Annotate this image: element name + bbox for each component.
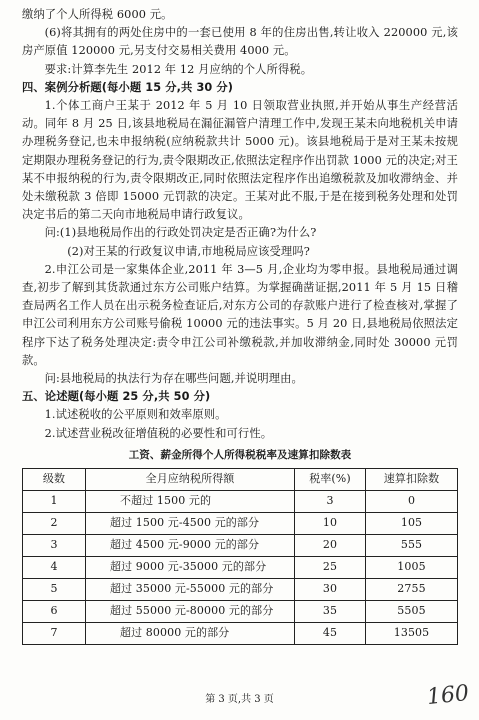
cell-deduction: 2755 (366, 579, 458, 601)
case-1-question-2: (2)对王某的行政复议申请,市地税局应该受理吗? (67, 244, 310, 258)
cell-level: 1 (23, 491, 86, 513)
cell-deduction: 1005 (366, 557, 458, 579)
case-2-text: 2.申江公司是一家集体企业,2011 年 3—5 月,企业均为零申报。县地税局通过调查,初步了解到其货款通过东方公司账户结算。为掌握确凿证据,2011 年 5 月 15 日稽查局两名工作人员在出示税务检查证后,对东方公司的存款账户进行了检查核对,掌握了申江公司利用东方公司账号偷税 10000 元的违法事实。5 月 20 日,县地税局依照法定程序下达了税务处理决定:责令申江公司补缴税款,并加收滞纳金,同时处 30000 元罚款。 (22, 262, 458, 367)
table-row (23, 535, 458, 557)
table-row (23, 623, 458, 645)
header-deduction: 速算扣除数 (366, 469, 458, 491)
section-heading-case-analysis: 四、案例分析题(每小题 15 分,共 30 分) (22, 80, 234, 94)
cell-income: 超过 9000 元-35000 元的部分 (86, 557, 295, 579)
page-content (22, 6, 458, 645)
cell-rate: 25 (295, 557, 366, 579)
header-income: 全月应纳税所得额 (86, 469, 295, 491)
cell-level: 7 (23, 623, 86, 645)
cell-rate: 30 (295, 579, 366, 601)
cell-deduction: 105 (366, 513, 458, 535)
cell-deduction: 0 (366, 491, 458, 513)
essay-question-2: 2.试述营业税改征增值税的必要性和可行性。 (44, 426, 273, 440)
cell-rate: 10 (295, 513, 366, 535)
paragraph-requirement: 要求:计算李先生 2012 年 12 月应纳的个人所得税。 (44, 62, 313, 76)
case-1-question-1: 问:(1)县地税局作出的行政处罚决定是否正确?为什么? (44, 226, 317, 240)
cell-income: 超过 55000 元-80000 元的部分 (86, 601, 295, 623)
cell-level: 4 (23, 557, 86, 579)
cell-rate: 3 (295, 491, 366, 513)
header-rate: 税率(%) (295, 469, 366, 491)
section-heading-essay: 五、论述题(每小题 25 分,共 50 分) (22, 390, 211, 404)
table-row (23, 579, 458, 601)
table-header-row (23, 469, 458, 491)
table-row (23, 601, 458, 623)
essay-question-1: 1.试述税收的公平原则和效率原则。 (44, 408, 227, 422)
case-2-question: 问:县地税局的执法行为存在哪些问题,并说明理由。 (44, 372, 303, 386)
cell-level: 3 (23, 535, 86, 557)
table-row (23, 557, 458, 579)
cell-level: 5 (23, 579, 86, 601)
page-footer: 第 3 页,共 3 页 (205, 694, 274, 705)
cell-deduction: 13505 (366, 623, 458, 645)
header-level: 级数 (23, 469, 86, 491)
cell-rate: 20 (295, 535, 366, 557)
paragraph-item-6: (6)将其拥有的两处住房中的一套已使用 8 年的住房出售,转让收入 220000 元,该房产原值 120000 元,另支付交易相关费用 4000 元。 (22, 26, 458, 58)
cell-income: 超过 1500 元-4500 元的部分 (86, 513, 295, 535)
cell-level: 6 (23, 601, 86, 623)
cell-rate: 45 (295, 623, 366, 645)
case-1-text: 1.个体工商户王某于 2012 年 5 月 10 日领取营业执照,并开始从事生产经营活动。同年 8 月 25 日,该县地税局在漏征漏管户清理工作中,发现王某未向地税机关申请办理税务登记,也未申报纳税(应纳税款共计 5000 元)。该县地税局于是对王某未按规定期限办理税务登记的行为,责令限期改正,依照法定程序作出罚款 1000 元的决定;对王某不申报纳税的行为,责令限期改正,同时依照法定程序作出追缴税款及加收滞纳金、并处未缴税款 3 倍即 15000 元罚款的决定。王某对此不服,于是在接到税务处理和处罚决定书后的第二天向市地税局申请行政复议。 (22, 99, 458, 222)
table-title: 工资、薪金所得个人所得税税率及速算扣除数表 (128, 448, 352, 461)
cell-income: 超过 80000 元的部分 (86, 623, 295, 645)
table-row (23, 513, 458, 535)
cell-income: 超过 35000 元-55000 元的部分 (86, 579, 295, 601)
cell-deduction: 5505 (366, 601, 458, 623)
tax-rate-table (22, 468, 458, 645)
cell-deduction: 555 (366, 535, 458, 557)
cell-rate: 35 (295, 601, 366, 623)
cell-income: 超过 4500 元-9000 元的部分 (86, 535, 295, 557)
cell-level: 2 (23, 513, 86, 535)
cell-income: 不超过 1500 元的 (86, 491, 295, 513)
paragraph-tax-paid: 缴纳了个人所得税 6000 元。 (22, 8, 173, 21)
handwritten-page-number: 160 (425, 680, 471, 711)
table-row (23, 491, 458, 513)
